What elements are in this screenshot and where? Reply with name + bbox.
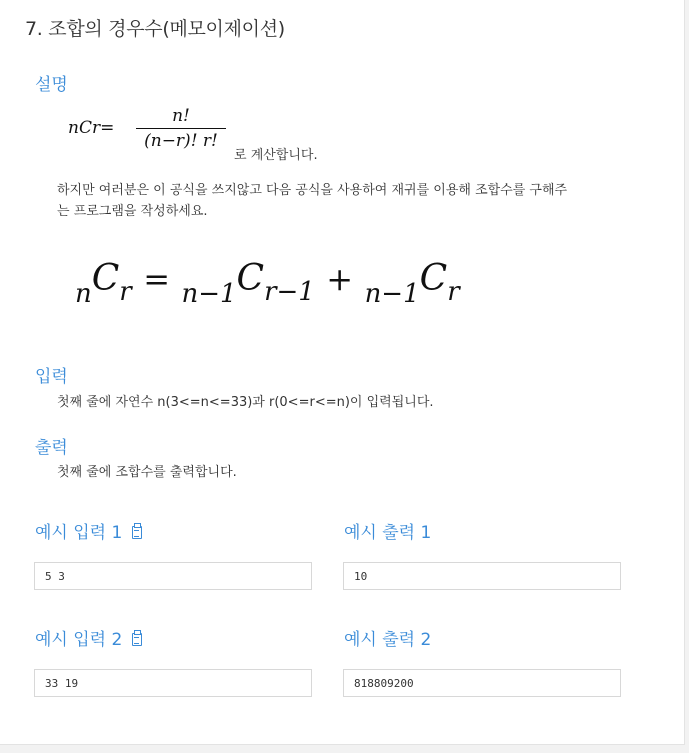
output-heading: 출력 xyxy=(35,438,68,458)
sample-input-2-label: 예시 입력 2 xyxy=(35,630,123,650)
sample-output-1-box[interactable]: 10 xyxy=(343,562,621,590)
problem-title: 7. 조합의 경우수(메모이제이션) xyxy=(25,18,285,40)
description-line-2: 는 프로그램을 작성하세요. xyxy=(57,204,208,219)
sample-output-1-heading: 예시 출력 1 xyxy=(344,523,432,543)
recur-t3-main: C xyxy=(419,258,448,299)
recur-t1-main: C xyxy=(91,258,120,299)
recurrence-formula xyxy=(75,258,460,309)
formula-suffix: 로 계산합니다. xyxy=(234,148,318,163)
description-heading: 설명 xyxy=(35,75,68,95)
formula-lhs: nCr= xyxy=(68,118,115,138)
recur-t1-sub: r xyxy=(119,277,132,307)
formula-fraction xyxy=(136,106,226,151)
sample-input-2-box[interactable]: 33 19 xyxy=(34,669,312,697)
formula-denominator: (n−r)! r! xyxy=(144,131,218,151)
sample-input-1-box[interactable]: 5 3 xyxy=(34,562,312,590)
sample-input-2-heading xyxy=(35,625,142,650)
recur-equals: = xyxy=(143,260,170,298)
recur-t2-main: C xyxy=(236,258,265,299)
output-text: 첫째 줄에 조합수를 출력합니다. xyxy=(57,465,237,480)
recur-t1-pre: n xyxy=(75,279,92,309)
fraction-bar xyxy=(136,128,226,129)
recur-t2-sub: r−1 xyxy=(264,277,315,307)
input-heading: 입력 xyxy=(35,367,68,387)
sample-input-1-label: 예시 입력 1 xyxy=(35,523,123,543)
description-line-1: 하지만 여러분은 이 공식을 쓰지않고 다음 공식을 사용하여 재귀를 이용해 조합수를 구해주 xyxy=(57,183,568,198)
clipboard-copy-icon[interactable] xyxy=(132,526,142,539)
formula-numerator: n! xyxy=(172,106,190,126)
description-paragraph xyxy=(57,180,657,222)
recur-t3-sub: r xyxy=(447,277,460,307)
sample-output-2-box[interactable]: 818809200 xyxy=(343,669,621,697)
clipboard-copy-icon[interactable] xyxy=(132,633,142,646)
recur-plus: + xyxy=(326,260,354,298)
sample-output-2-heading: 예시 출력 2 xyxy=(344,630,432,650)
recur-t2-pre: n−1 xyxy=(181,279,237,309)
sample-input-1-heading xyxy=(35,518,142,543)
recur-t3-pre: n−1 xyxy=(364,279,420,309)
input-text: 첫째 줄에 자연수 n(3<=n<=33)과 r(0<=r<=n)이 입력됩니다. xyxy=(57,395,434,410)
